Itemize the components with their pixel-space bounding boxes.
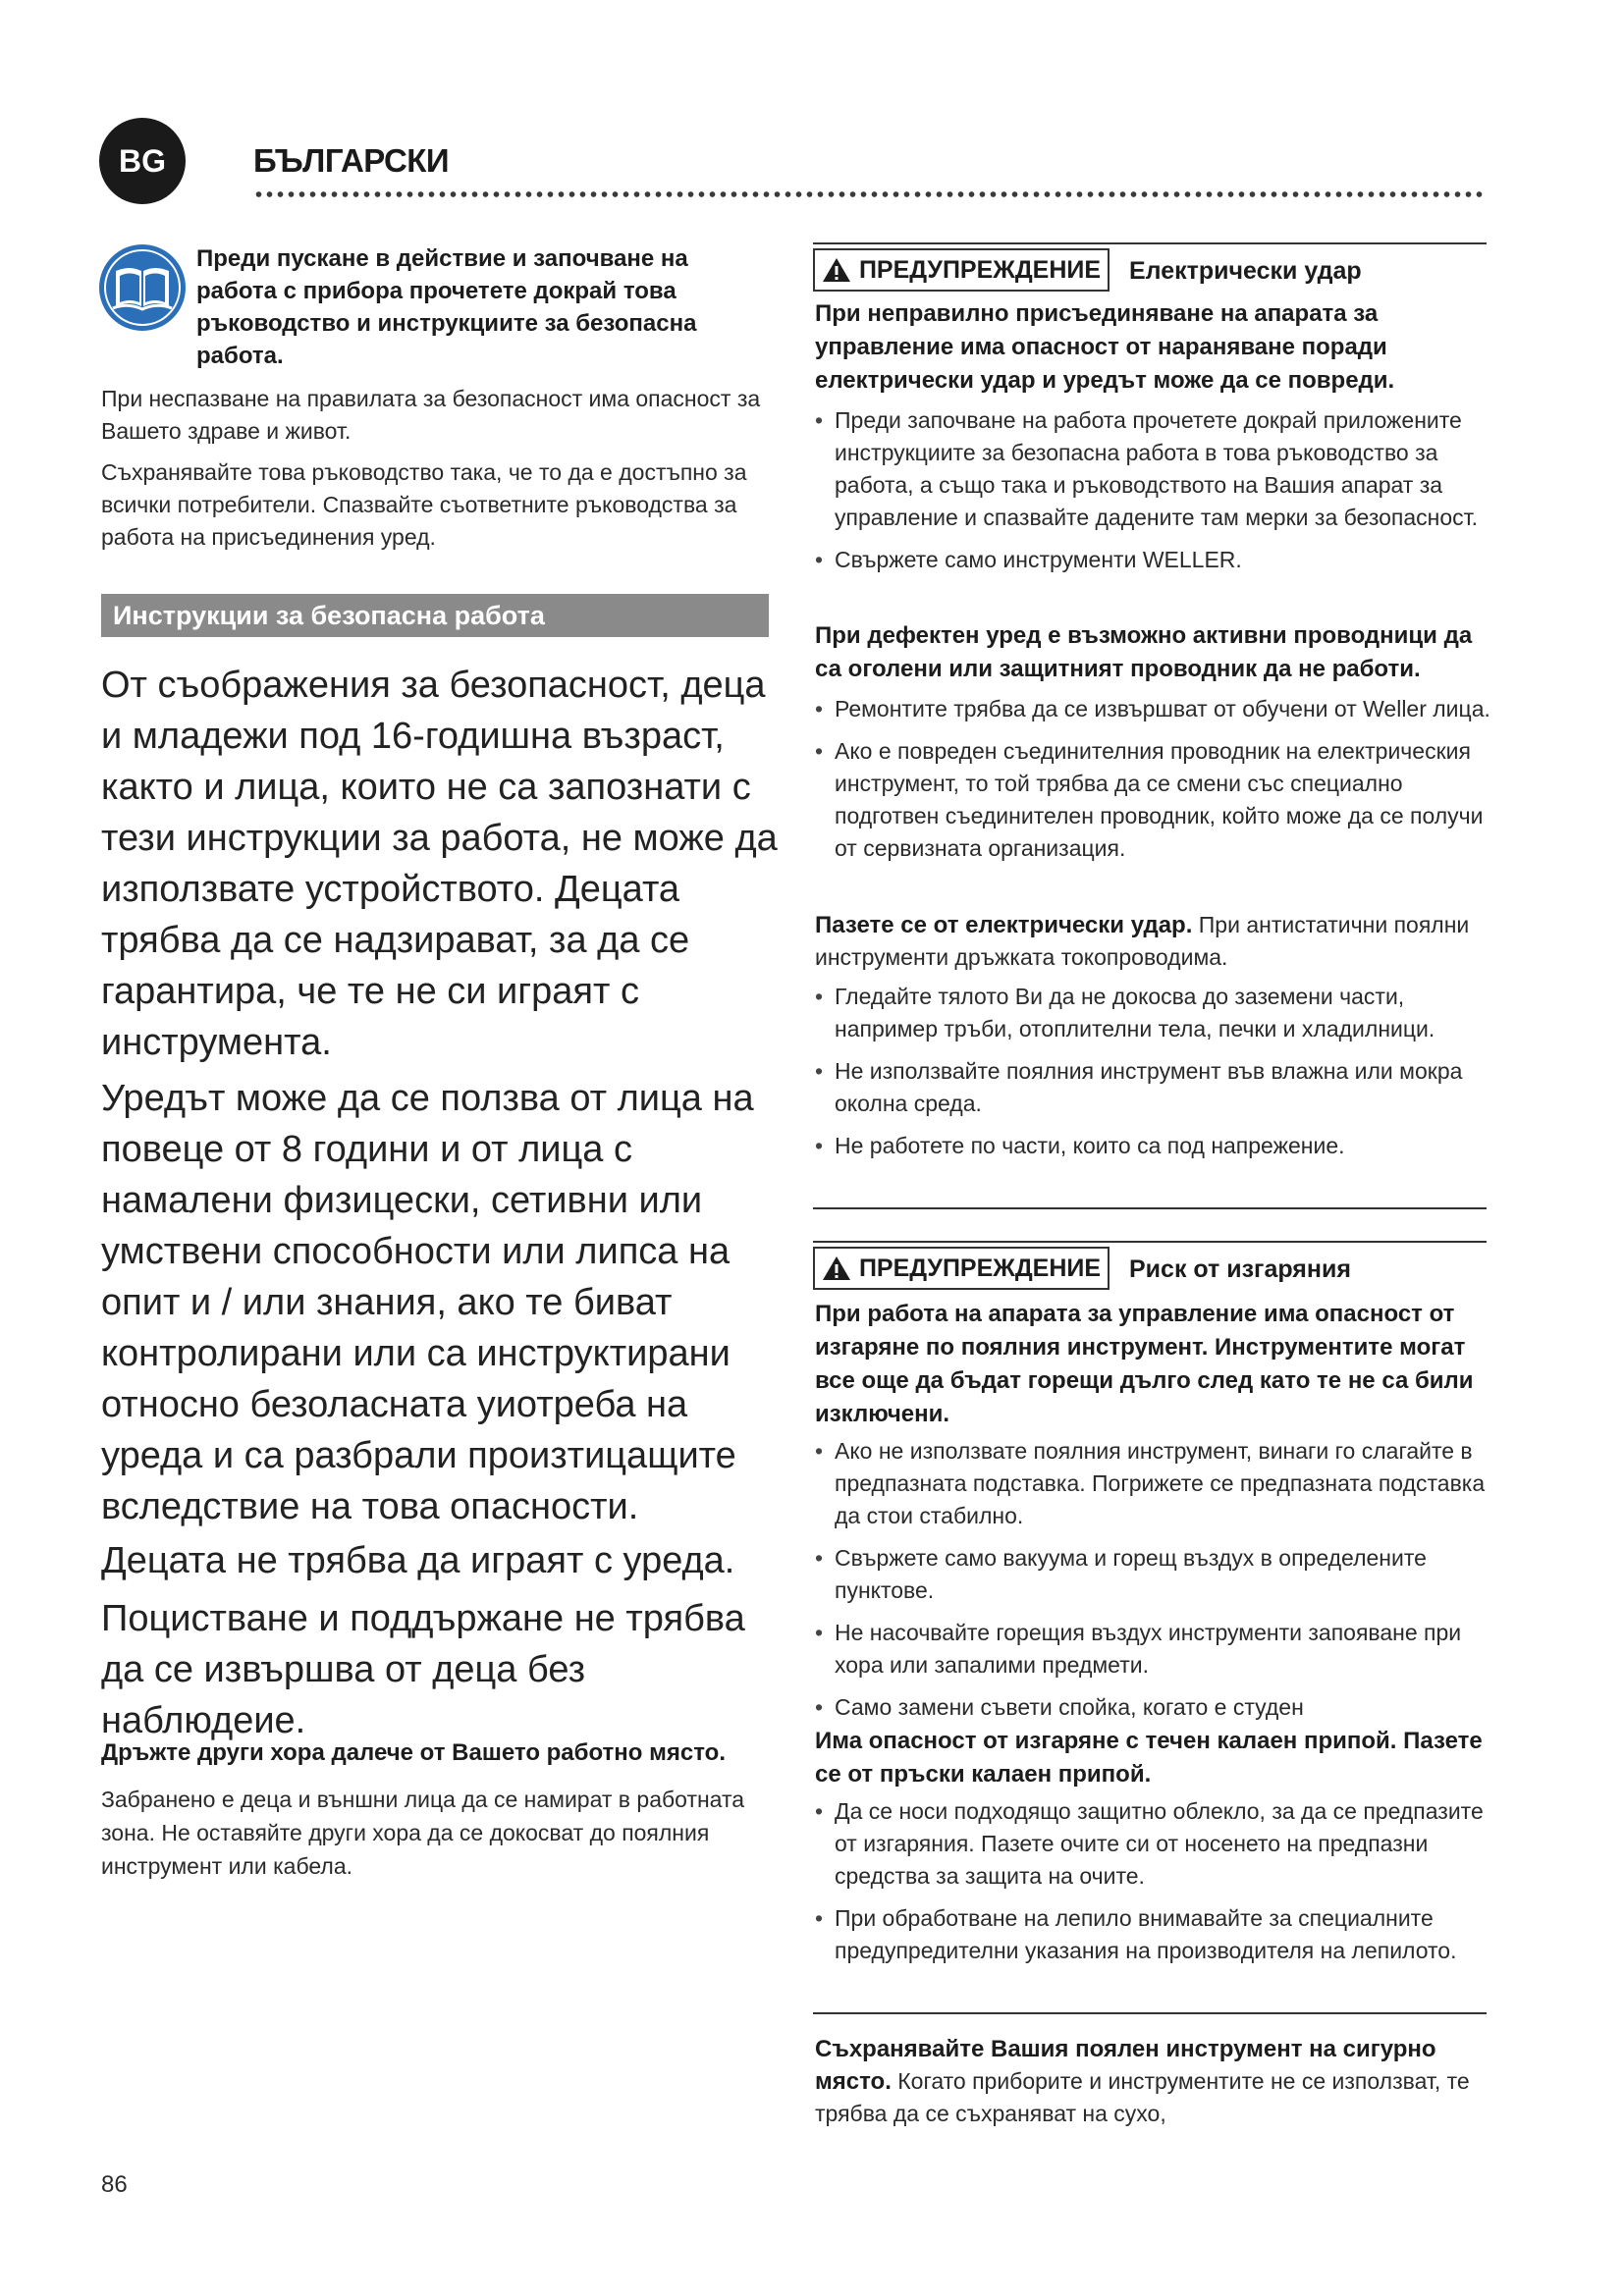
children-no-play-paragraph: Децата не трябва да играят с уреда. xyxy=(101,1540,735,1581)
warning-burn-header xyxy=(813,1241,1487,1292)
section-divider xyxy=(813,2012,1487,2014)
molten-solder-bold: Има опасност от изгаряне с течен калаен припой. Пазете се от пръски калаен припой. xyxy=(815,1728,1483,1788)
read-manual-book-icon xyxy=(98,243,187,332)
warning-label: ПРЕДУПРЕЖДЕНИЕ xyxy=(858,1254,1102,1282)
warning-triangle-icon xyxy=(822,1255,851,1281)
page-number: 86 xyxy=(101,2171,128,2198)
warning-title-electric: Електрически удар xyxy=(1129,257,1362,285)
list-item: • При обработване на лепило внимавайте за специалните предупредителни указания на производителя на лепилото. xyxy=(815,1902,1492,1967)
list-item: • Не използвайте поялния инструмент във влажна или мокра околна среда. xyxy=(815,1055,1492,1120)
electric-risk-bold: При неправилно присъединяване на апарата за управление има опасност от нараняване поради електрически удар и уредът може да се повреди. xyxy=(815,300,1395,394)
warning-title-burn: Риск от изгаряния xyxy=(1129,1255,1351,1283)
dotted-divider xyxy=(253,190,1486,198)
list-item: • Да се носи подходящо защитно облекло, за да се предпазите от изгаряния. Пазете очите си от носенето на предпазни средства за защита на очите. xyxy=(815,1795,1492,1893)
warning-label-box xyxy=(813,248,1110,292)
burn-list-1 xyxy=(815,1435,1492,1734)
list-item: • Гледайте тялото Ви да не докосва до заземени части, например тръби, отоплителни тела, печки и хладилници. xyxy=(815,981,1492,1045)
warning-electric-header xyxy=(813,242,1487,294)
cleaning-paragraph: Поцистване и поддържане не трябва да се извършва от деца без наблюдеие. xyxy=(101,1598,745,1741)
list-item: • Ако е повреден съединителния проводник на електрическия инструмент, то той трябва да се смени със специално подготвен съединителен проводник, който може да се получи от сервизната организация. xyxy=(815,735,1492,865)
children-safety-paragraph: От съображения за безопасност, деца и младежи под 16-годишна възраст, както и лица, които не са запознати с тези инструкции за работа, не може да използвате устройството. Децата трябва да се надзирават, за да се гарантира, че те не си играят с инструмента. xyxy=(101,665,778,1063)
protect-from-shock-text: При антистатични поялни инструменти дръжката токопроводима. xyxy=(815,912,1470,970)
list-item: • Свържете само инструменти WELLER. xyxy=(815,544,1492,576)
intro-warning-text: Преди пускане в действие и започване на работа с прибора прочетете докрай това ръководство и инструкциите за безопасна работа. xyxy=(196,245,697,369)
list-item: • Ако не използвате поялния инструмент, винаги го слагайте в предпазната подставка. Погрижете се предпазната подставка да стои стабилно. xyxy=(815,1435,1492,1532)
storage-paragraph xyxy=(815,2033,1492,2130)
work-area-paragraph: Забранено е деца и външни лица да се намират в работната зона. Не оставяйте други хора да се докосват до поялния инструмент или кабела. xyxy=(101,1787,745,1879)
language-title: БЪЛГАРСКИ xyxy=(253,142,450,179)
list-item: • Ремонтите трябва да се извършват от обучени от Weller лица. xyxy=(815,693,1492,725)
burn-list-2 xyxy=(815,1795,1492,1977)
storage-bold: Съхранявайте Вашия поялен инструмент на сигурно място. xyxy=(815,2036,1436,2095)
list-item: • Не насочвайте горещия въздух инструменти запояване при хора или запалими предмети. xyxy=(815,1617,1492,1682)
language-badge: BG xyxy=(99,118,186,204)
electric-list-1 xyxy=(815,404,1492,586)
list-item: • Преди започване на работа прочетете докрай приложените инструкциите за безопасна работа в това ръководство за работа, а също така и ръководството на Вашия апарат за управление и спазвайте дадените там мерки за безопасност. xyxy=(815,404,1492,534)
keep-others-away-heading: Дръжте други хора далече от Вашето работно място. xyxy=(101,1739,726,1766)
protect-from-shock-bold: Пазете се от електрически удар. xyxy=(815,912,1193,938)
warning-label: ПРЕДУПРЕЖДЕНИЕ xyxy=(858,255,1102,284)
keep-manual-paragraph: Съхранявайте това ръководство така, че то да е достъпно за всички потребители. Спазвайте съответните ръководства за работа на присъединения уред. xyxy=(101,459,747,550)
list-item: • Само замени съвети спойка, когато е студен xyxy=(815,1691,1492,1724)
safety-risk-paragraph: При неспазване на правилата за безопасност има опасност за Вашето здраве и живот. xyxy=(101,386,761,444)
section-header-safety: Инструкции за безопасна работа xyxy=(101,594,769,637)
storage-text: Когато приборите и инструментите не се използват, те трябва да се съхраняват на сухо, xyxy=(815,2068,1470,2126)
section-divider xyxy=(813,1207,1487,1209)
list-item: • Свържете само вакуума и горещ въздух в определените пунктове. xyxy=(815,1542,1492,1607)
burn-risk-bold: При работа на апарата за управление има опасност от изгаряне по поялния инструмент. Инструментите могат все още да бъдат горещи дълго след като те не са били изключени. xyxy=(815,1301,1474,1427)
warning-triangle-icon xyxy=(822,257,851,283)
warning-label-box xyxy=(813,1247,1110,1290)
defective-device-bold: При дефектен уред е възможно активни проводници да са оголени или защитният проводник да не работи. xyxy=(815,622,1473,682)
electric-list-2 xyxy=(815,693,1492,875)
persons-usage-paragraph: Уредът може да се ползва от лица на повеце от 8 години и от лица с намалени физицески, сетивни или умствени способности или липса на опит и / или знания, ако те биват контролирани или са инструктирани относно безоласната уиотреба на уреда и са разбрали произтицащите вследствие на това опасности. xyxy=(101,1078,754,1527)
protect-from-shock-paragraph xyxy=(815,909,1492,974)
list-item: • Не работете по части, които са под напрежение. xyxy=(815,1130,1492,1162)
electric-list-3 xyxy=(815,981,1492,1172)
